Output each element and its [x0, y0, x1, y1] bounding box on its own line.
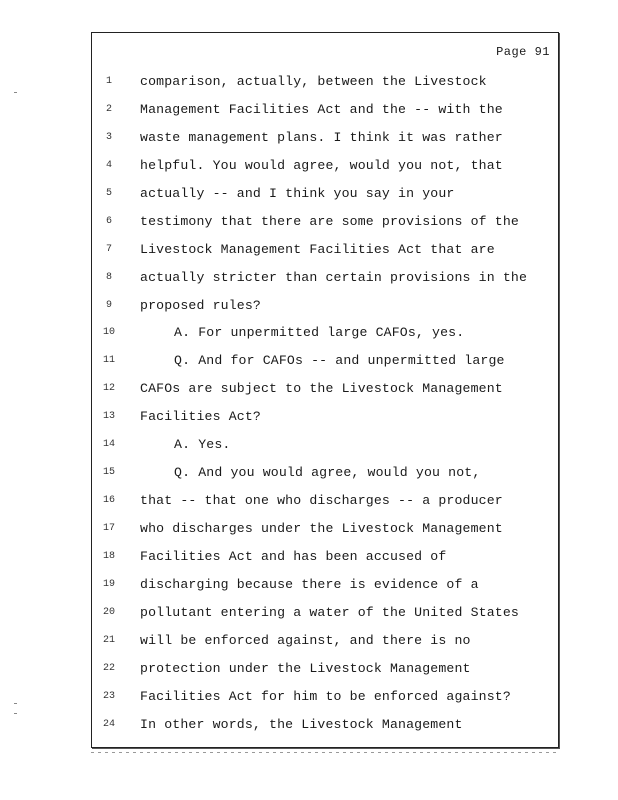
transcript-line: [92, 75, 558, 103]
line-text: Livestock Management Facilities Act that are: [140, 241, 495, 257]
line-number: 17: [102, 523, 115, 534]
line-text: actually stricter than certain provisions in the: [140, 269, 528, 285]
line-text: A. For unpermitted large CAFOs, yes.: [174, 325, 465, 341]
line-text: Q. And you would agree, would you not,: [174, 465, 481, 481]
line-number: 7: [105, 243, 112, 255]
line-number: 16: [102, 495, 115, 507]
transcript-line: [92, 550, 558, 578]
scan-speck: [14, 703, 17, 704]
transcript-line: [92, 410, 558, 438]
transcript-line: [92, 215, 558, 243]
transcript-line: [92, 690, 558, 718]
line-number: 1: [105, 76, 112, 87]
line-number: 24: [102, 718, 115, 730]
line-text: Facilities Act for him to be enforced against?: [140, 688, 511, 704]
transcript-line: [92, 354, 558, 382]
line-text: protection under the Livestock Management: [140, 660, 471, 676]
line-number: 2: [105, 103, 112, 115]
transcript-line: [92, 103, 558, 131]
transcript-line: [92, 522, 558, 550]
transcript-line: [92, 662, 558, 690]
line-text: who discharges under the Livestock Management: [140, 521, 503, 536]
transcript-line: [92, 326, 558, 354]
page-bottom-rule: [91, 752, 559, 753]
line-text: testimony that there are some provisions of the: [140, 213, 519, 229]
line-text: comparison, actually, between the Livestock: [140, 74, 487, 89]
transcript-line: [92, 382, 558, 410]
line-text: Management Facilities Act and the -- with the: [140, 101, 503, 117]
line-number: 3: [105, 131, 112, 143]
line-number: 21: [102, 634, 115, 646]
scan-speck: [14, 92, 17, 93]
page-number: Page 91: [496, 45, 550, 59]
line-number: 20: [102, 606, 115, 618]
line-text: Facilities Act?: [140, 409, 261, 425]
scan-speck: [14, 713, 17, 714]
transcript-line: [92, 466, 558, 494]
line-text: that -- that one who discharges -- a producer: [140, 493, 503, 509]
line-number: 9: [105, 299, 112, 311]
line-text: pollutant entering a water of the United States: [140, 604, 519, 620]
line-number: 18: [102, 550, 115, 562]
transcript-page: [91, 32, 559, 748]
line-text: discharging because there is evidence of a: [140, 576, 479, 592]
line-number: 15: [102, 467, 115, 479]
transcript-line: [92, 718, 558, 746]
line-text: In other words, the Livestock Management: [140, 716, 463, 732]
line-number: 4: [105, 159, 112, 171]
line-text: A. Yes.: [174, 437, 231, 453]
line-number: 5: [105, 187, 112, 199]
transcript-line: [92, 131, 558, 159]
transcript-line: [92, 271, 558, 299]
line-text: Facilities Act and has been accused of: [140, 548, 447, 564]
line-text: Q. And for CAFOs -- and unpermitted large: [174, 353, 505, 369]
line-number: 11: [102, 355, 115, 367]
line-text: actually -- and I think you say in your: [140, 185, 455, 201]
line-number: 19: [102, 578, 115, 590]
line-number: 23: [102, 690, 115, 702]
line-number: 8: [105, 271, 112, 283]
line-number: 14: [102, 439, 115, 451]
transcript-line: [92, 578, 558, 606]
transcript-line: [92, 606, 558, 634]
transcript-line: [92, 243, 558, 271]
line-number: 13: [102, 411, 115, 423]
transcript-line: [92, 187, 558, 215]
line-number: 22: [102, 662, 115, 674]
transcript-line: [92, 159, 558, 187]
transcript-lines: [92, 75, 558, 746]
line-text: waste management plans. I think it was rather: [140, 129, 503, 145]
transcript-line: [92, 634, 558, 662]
line-number: 10: [102, 327, 115, 339]
line-text: CAFOs are subject to the Livestock Management: [140, 381, 503, 397]
line-text: will be enforced against, and there is no: [140, 632, 471, 648]
line-text: proposed rules?: [140, 297, 261, 313]
line-text: helpful. You would agree, would you not, that: [140, 157, 503, 173]
line-number: 12: [102, 383, 115, 395]
transcript-line: [92, 299, 558, 327]
transcript-line: [92, 494, 558, 522]
transcript-line: [92, 438, 558, 466]
line-number: 6: [105, 215, 112, 227]
